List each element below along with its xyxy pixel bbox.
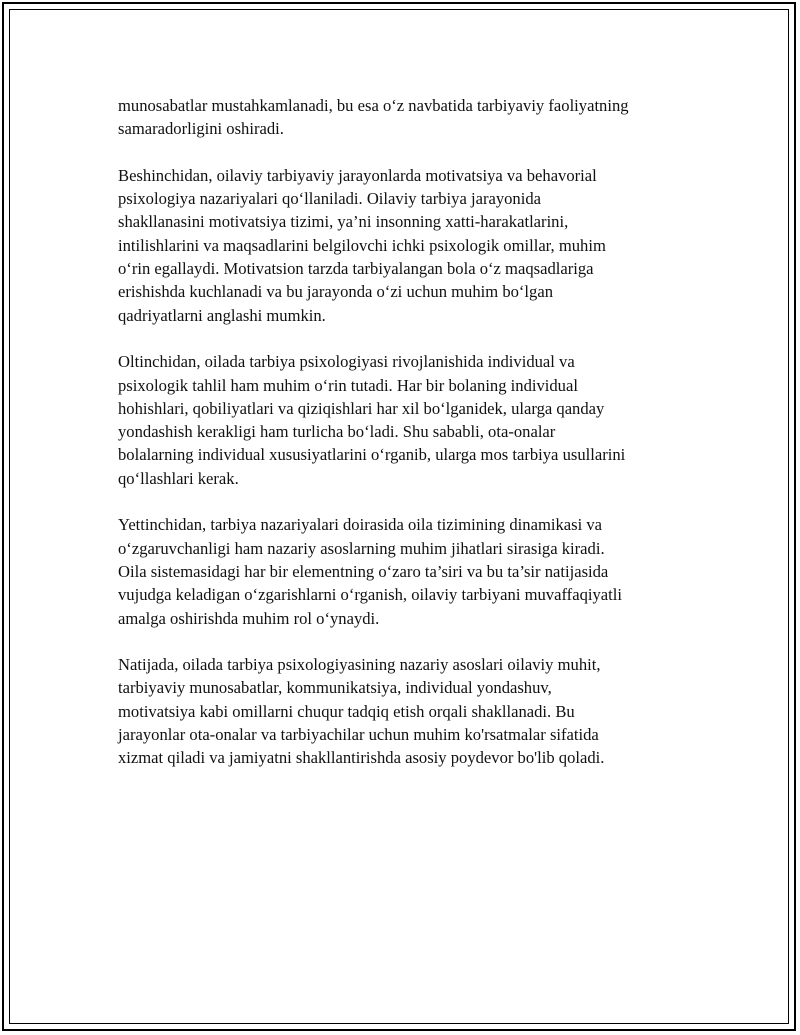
paragraph-2	[118, 164, 698, 327]
text-line: Oila sistemasidagi har bir elementning o‘zaro ta’siri va bu ta’sir natijasida	[118, 561, 609, 581]
text-line: jarayonlar ota-onalar va tarbiyachilar uchun muhim ko'rsatmalar sifatida	[118, 725, 599, 745]
text-line: bolalarning individual xususiyatlarini o‘rganib, ularga mos tarbiya usullarini	[118, 445, 626, 465]
text-line: tarbiyaviy munosabatlar, kommunikatsiya, individual yondashuv,	[118, 678, 552, 698]
text-line: intilishlarini va maqsadlarini belgilovchi ichki psixologik omillar, muhim	[118, 235, 606, 255]
paragraph-5	[118, 653, 698, 769]
text-line: motivatsiya kabi omillarni chuqur tadqiq etish orqali shakllanadi. Bu	[118, 701, 575, 721]
text-line: shakllanasini motivatsiya tizimi, ya’ni insonning xatti-harakatlarini,	[118, 212, 569, 232]
text-line: samaradorligini oshiradi.	[118, 119, 284, 139]
text-line: vujudga keladigan o‘zgarishlarni o‘rganish, oilaviy tarbiyani muvaffaqiyatli	[118, 585, 622, 605]
text-line: Yettinchidan, tarbiya nazariyalari doirasida oila tizimining dinamikasi va	[118, 515, 603, 535]
text-line: qo‘llashlari kerak.	[118, 468, 239, 488]
paragraph-1	[118, 94, 698, 141]
text-line: psixologiya nazariyalari qo‘llaniladi. Oilaviy tarbiya jarayonida	[118, 189, 541, 209]
text-line: yondashish kerakligi ham turlicha bo‘ladi. Shu sababli, ota-onalar	[118, 422, 556, 442]
text-line: Beshinchidan, oilaviy tarbiyaviy jarayonlarda motivatsiya va behavorial	[118, 165, 597, 185]
document-body	[118, 94, 698, 793]
text-line: Oltinchidan, oilada tarbiya psixologiyasi rivojlanishida individual va	[118, 352, 575, 372]
paragraph-4	[118, 513, 698, 629]
text-line: o‘zgaruvchanligi ham nazariy asoslarning muhim jihatlari sirasiga kiradi.	[118, 538, 605, 558]
text-line: erishishda kuchlanadi va bu jarayonda o‘zi uchun muhim bo‘lgan	[118, 282, 554, 302]
paragraph-3	[118, 350, 698, 490]
text-line: amalga oshirishda muhim rol o‘ynaydi.	[118, 608, 380, 628]
text-line: xizmat qiladi va jamiyatni shakllantirishda asosiy poydevor bo'lib qoladi.	[118, 748, 605, 768]
text-line: o‘rin egallaydi. Motivatsion tarzda tarbiyalangan bola o‘z maqsadlariga	[118, 259, 594, 279]
text-line: munosabatlar mustahkamlanadi, bu esa o‘z navbatida tarbiyaviy faoliyatning	[118, 96, 629, 115]
text-line: Natijada, oilada tarbiya psixologiyasining nazariy asoslari oilaviy muhit,	[118, 655, 601, 675]
text-line: psixologik tahlil ham muhim o‘rin tutadi. Har bir bolaning individual	[118, 375, 578, 395]
text-line: qadriyatlarni anglashi mumkin.	[118, 305, 326, 325]
text-line: hohishlari, qobiliyatlari va qiziqishlari har xil bo‘lganidek, ularga qanday	[118, 398, 605, 418]
